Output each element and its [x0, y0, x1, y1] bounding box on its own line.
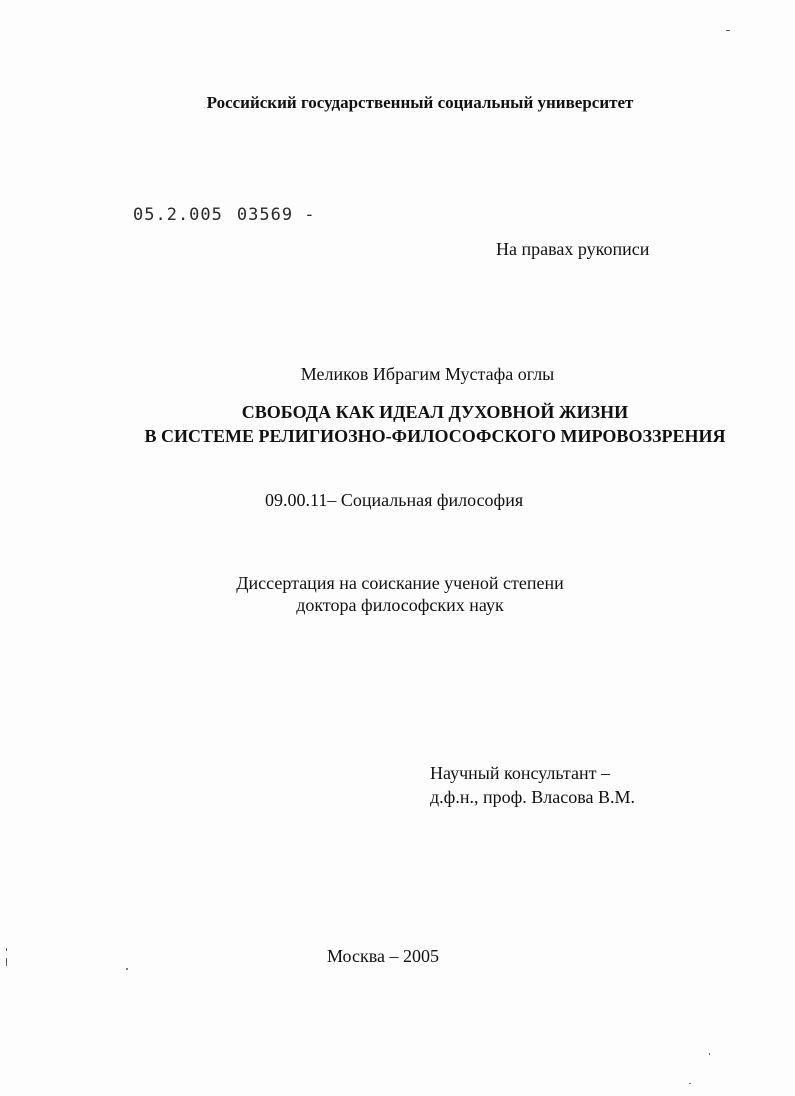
city-year: Москва – 2005	[327, 946, 439, 966]
scan-speck	[6, 948, 7, 951]
scan-speck	[126, 968, 128, 970]
specialty-code: 09.00.11– Социальная философия	[265, 490, 524, 510]
author-name: Меликов Ибрагим Мустафа оглы	[300, 364, 555, 384]
library-stamp	[133, 205, 316, 225]
scan-speck	[689, 1083, 691, 1084]
rights-note: На правах рукописи	[496, 239, 650, 259]
scientific-advisor	[430, 761, 635, 809]
degree-statement	[0, 572, 795, 616]
advisor-line-2: д.ф.н., проф. Власова В.М.	[430, 787, 635, 807]
stamp-number: 03569 -	[236, 205, 316, 225]
title-line-1: СВОБОДА КАК ИДЕАЛ ДУХОВНОЙ ЖИЗНИ	[241, 402, 629, 422]
university-name: Российский государственный социальный университет	[206, 93, 634, 112]
dissertation-title	[0, 400, 795, 448]
advisor-line-1: Научный консультант –	[430, 763, 610, 783]
scan-speck	[726, 30, 730, 31]
title-line-2: В СИСТЕМЕ РЕЛИГИОЗНО-ФИЛОСОФСКОГО МИРОВОЗЗРЕНИЯ	[144, 426, 726, 446]
scan-speck	[709, 1053, 710, 1055]
scan-speck	[6, 958, 7, 966]
degree-line-2: доктора философских наук	[296, 595, 504, 615]
stamp-date: 05.2.005	[133, 205, 223, 225]
degree-line-1: Диссертация на соискание ученой степени	[236, 573, 564, 593]
